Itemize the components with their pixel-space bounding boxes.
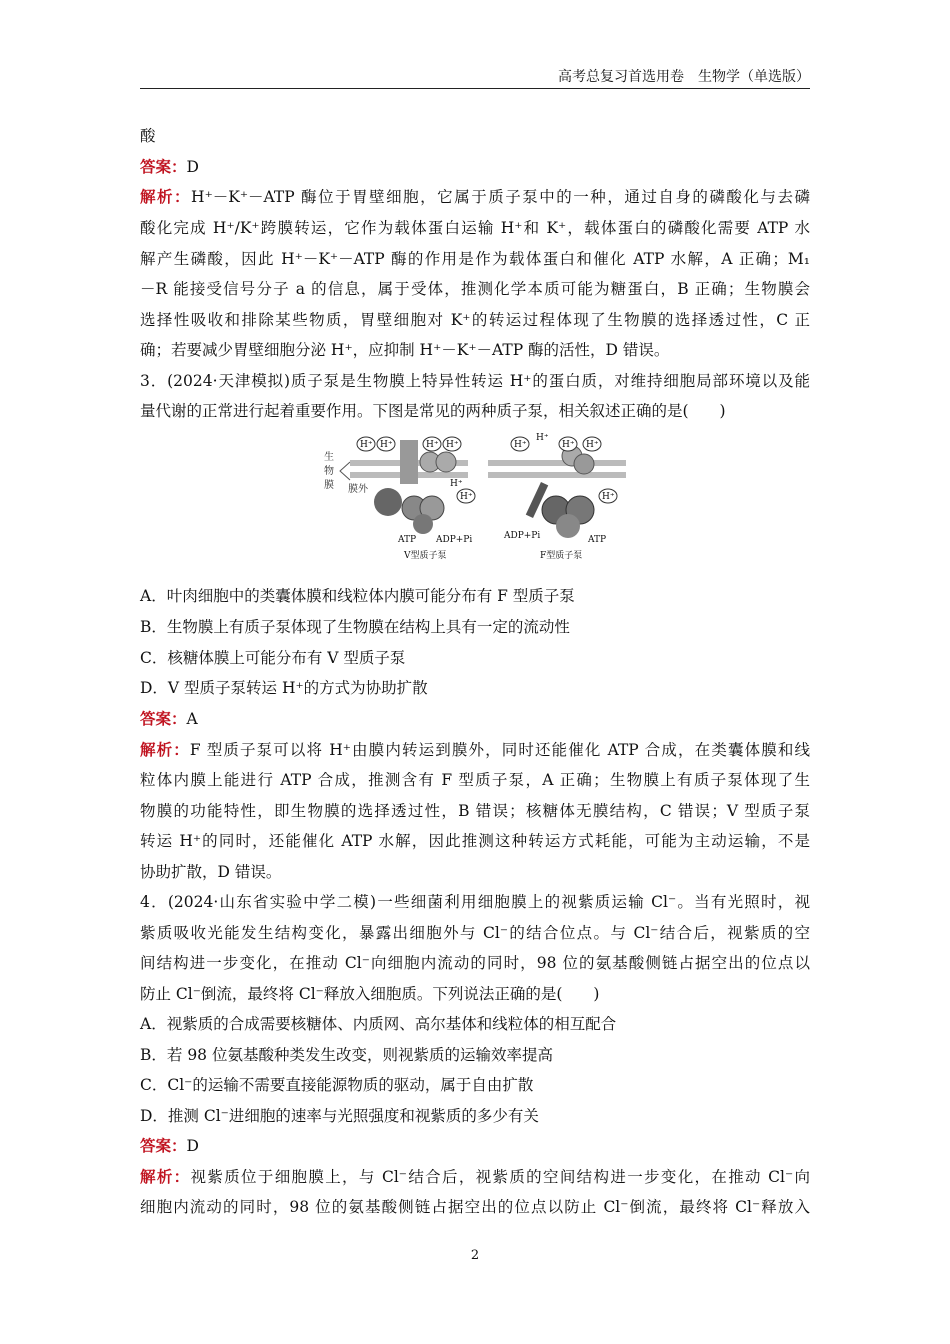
option-d: D．推测 Cl⁻进细胞的速率与光照强度和视紫质的多少有关: [140, 1107, 539, 1125]
membrane-bracket: [340, 462, 350, 480]
f-pump-caption: F型质子泵: [540, 551, 583, 561]
text-line: 物膜的功能特性，即生物膜的选择透过性，B 错误；核糖体无膜结构，C 错误；V 型质子泵: [140, 802, 810, 820]
analysis-line: [140, 187, 810, 207]
v-pump: [374, 440, 456, 534]
proton-f-3: H⁺: [562, 440, 575, 450]
text-span: H⁺－K⁺－ATP 酶位于胃壁细胞，它属于质子泵中的一种，通过自身的磷酸化与去磷: [191, 188, 810, 206]
analysis-label: 解析：: [140, 741, 190, 759]
option-c: C．Cl⁻的运输不需要直接能源物质的驱动，属于自由扩散: [140, 1076, 534, 1094]
answer-label: 答案：: [140, 1137, 187, 1155]
text-line: 转运 H⁺的同时，还能催化 ATP 水解，因此推测这种转运方式耗能，可能为主动运输，不是: [140, 832, 810, 850]
option-b: B．生物膜上有质子泵体现了生物膜在结构上具有一定的流动性: [140, 618, 570, 636]
proton-f-5: H⁺: [602, 492, 615, 502]
text-span: 视紫质位于细胞膜上，与 Cl⁻结合后，视紫质的空间结构进一步变化，在推动 Cl⁻向: [190, 1168, 810, 1186]
text-line: 量代谢的正常进行起着重要作用。下图是常见的两种质子泵，相关叙述正确的是( ): [140, 402, 726, 420]
proton-v-inside: H⁺: [450, 479, 463, 489]
option-c: C．核糖体膜上可能分布有 V 型质子泵: [140, 649, 406, 667]
f-membrane-bottom: [488, 472, 626, 478]
page-number: 2: [470, 1248, 480, 1263]
atp-v-label: ATP: [398, 535, 417, 545]
membrane-label-3: 膜: [324, 480, 334, 491]
adp-f-label: ADP+Pi: [504, 531, 541, 541]
answer-value: A: [186, 710, 198, 728]
text-line: 确；若要减少胃壁细胞分泌 H⁺，应抑制 H⁺－K⁺－ATP 酶的活性，D 错误。: [140, 341, 670, 359]
v-pump-caption: V型质子泵: [404, 551, 447, 561]
proton-v-1: H⁺: [360, 440, 373, 450]
proton-v-4: H⁺: [446, 440, 459, 450]
text-line: 协助扩散，D 错误。: [140, 863, 282, 881]
text-span: F 型质子泵可以将 H⁺由膜内转运到膜外，同时还能催化 ATP 合成，在类囊体膜和线: [189, 741, 810, 759]
analysis-line: [140, 1167, 810, 1187]
membrane-label-1: 生: [324, 452, 334, 463]
text-line: 酸化完成 H⁺/K⁺跨膜转运，它作为载体蛋白运输 H⁺和 K⁺，载体蛋白的磷酸化需要 ATP 水: [140, 219, 810, 237]
proton-v-5: H⁺: [460, 492, 473, 502]
outside-label: 膜外: [348, 484, 368, 495]
text-line: 酸: [140, 127, 156, 145]
proton-v-3: H⁺: [426, 440, 439, 450]
answer-label: 答案：: [140, 710, 187, 728]
text-line: 间结构进一步变化，在推动 Cl⁻向细胞内流动的同时，98 位的氨基酸侧链占据空出的位点以: [140, 954, 810, 972]
answer-label: 答案：: [140, 158, 187, 176]
f-pump: [526, 446, 594, 538]
question-4-line: 4．(2024·山东省实验中学二模)一些细菌利用细胞膜上的视紫质运输 Cl⁻。当有光照时，视: [140, 893, 810, 911]
answer-value: D: [186, 1137, 199, 1155]
answer-line: [140, 1136, 810, 1156]
proton-f-2: H⁺: [536, 433, 549, 443]
question-3-line: 3．(2024·天津模拟)质子泵是生物膜上特异性转运 H⁺的蛋白质，对维持细胞局部环境以及能: [140, 372, 810, 390]
option-d: D．V 型质子泵转运 H⁺的方式为协助扩散: [140, 679, 428, 697]
adp-v-label: ADP+Pi: [436, 535, 473, 545]
text-line: 解产生磷酸，因此 H⁺－K⁺－ATP 酶的作用是作为载体蛋白和催化 ATP 水解，A 正确；M₁: [140, 250, 810, 268]
text-line: －R 能接受信号分子 a 的信息，属于受体，推测化学本质可能为糖蛋白，B 正确；生物膜会: [140, 280, 810, 298]
option-a: A．叶肉细胞中的类囊体膜和线粒体内膜可能分布有 F 型质子泵: [140, 587, 575, 605]
proton-f-1: H⁺: [514, 440, 527, 450]
answer-line: [140, 709, 810, 729]
proton-pump-figure: [318, 432, 630, 572]
membrane-label-2: 物: [324, 466, 334, 477]
text-line: 粒体内膜上能进行 ATP 合成，推测含有 F 型质子泵，A 正确；生物膜上有质子泵体现了生: [140, 771, 810, 789]
answer-value: D: [186, 158, 199, 176]
text-line: 细胞内流动的同时，98 位的氨基酸侧链占据空出的位点以防止 Cl⁻倒流，最终将 Cl⁻释放入: [140, 1198, 810, 1216]
atp-f-label: ATP: [588, 535, 607, 545]
f-membrane-top: [488, 460, 626, 466]
text-line: 紫质吸收光能发生结构变化，暴露出细胞外与 Cl⁻的结合位点。与 Cl⁻结合后，视紫质的空: [140, 924, 810, 942]
option-a: A．视紫质的合成需要核糖体、内质网、高尔基体和线粒体的相互配合: [140, 1015, 617, 1033]
text-line: 防止 Cl⁻倒流，最终将 Cl⁻释放入细胞质。下列说法正确的是( ): [140, 985, 600, 1003]
answer-line: [140, 157, 810, 177]
analysis-label: 解析：: [140, 188, 192, 206]
proton-v-2: H⁺: [380, 440, 393, 450]
analysis-label: 解析：: [140, 1168, 191, 1186]
analysis-line: [140, 740, 810, 760]
option-b: B．若 98 位氨基酸种类发生改变，则视紫质的运输效率提高: [140, 1046, 553, 1064]
proton-f-4: H⁺: [586, 440, 599, 450]
page-header: 高考总复习首选用卷 生物学（单选版）: [140, 66, 810, 89]
text-line: 选择性吸收和排除某些物质，胃壁细胞对 K⁺的转运过程体现了生物膜的选择透过性，C 正: [140, 311, 810, 329]
